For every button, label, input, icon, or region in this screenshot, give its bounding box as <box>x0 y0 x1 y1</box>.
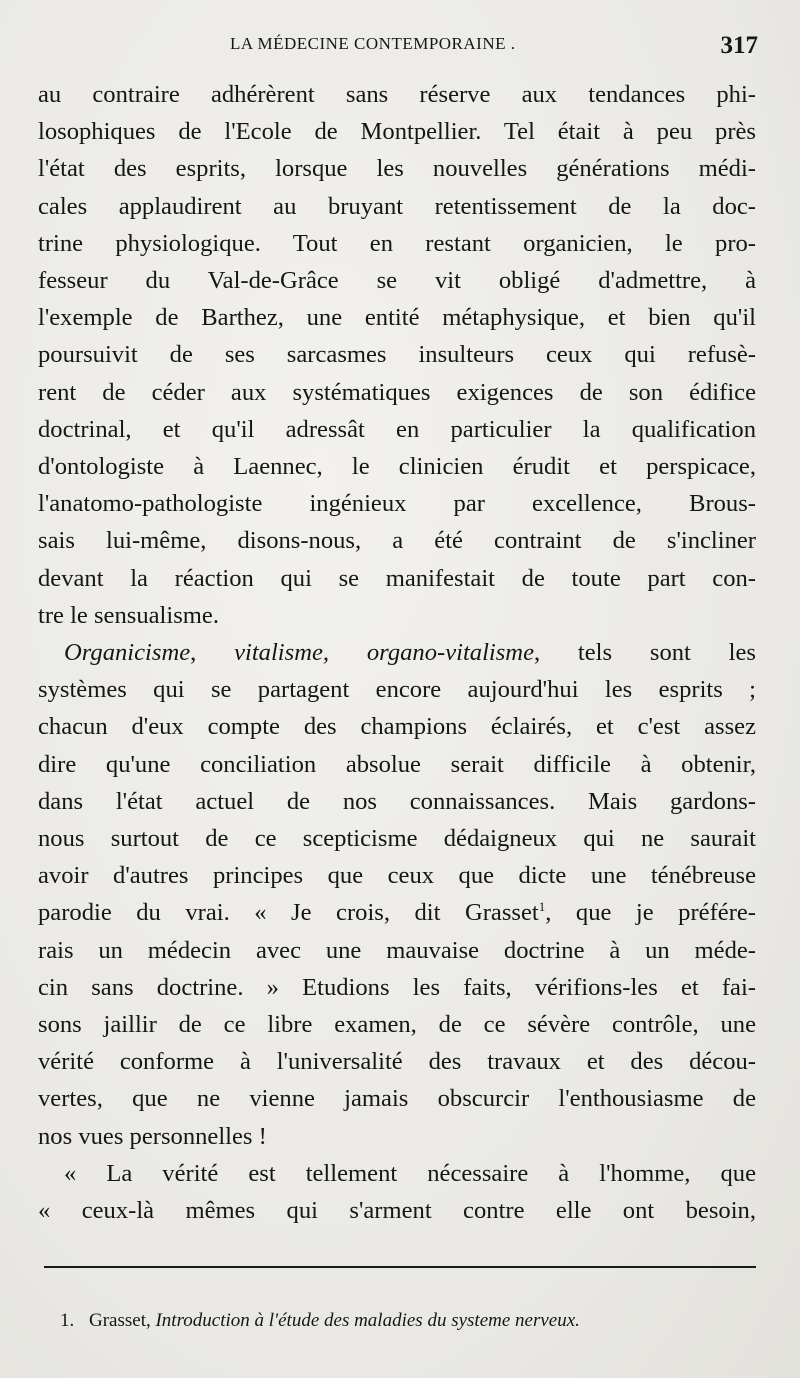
text-line: devant la réaction qui se manifestait de toute part con- <box>38 564 756 592</box>
text-line: rais un médecin avec une mauvaise doctrine à un méde- <box>38 936 756 964</box>
text-line: rent de céder aux systématiques exigences de son édifice <box>38 378 756 406</box>
paragraph-1 <box>38 76 756 634</box>
footnote <box>60 1310 750 1332</box>
term-organicisme: Organicisme <box>64 639 191 667</box>
footnote-divider <box>44 1266 756 1268</box>
text-line: vérité conforme à l'universalité des travaux et des décou- <box>38 1048 756 1076</box>
text-line: doctrinal, et qu'il adressât en particulier la qualification <box>38 415 756 443</box>
footnote-author: Grasset, <box>89 1310 151 1331</box>
text-line: cin sans doctrine. » Etudions les faits, vérifions-les et fai- <box>38 973 756 1001</box>
text-fragment: , que je préfére- <box>545 899 756 927</box>
paragraph-3 <box>38 1155 756 1229</box>
page-header <box>40 32 768 72</box>
text-line: tre le sensualisme. <box>38 601 219 629</box>
text-line: chacun d'eux compte des champions éclairés, et c'est assez <box>38 713 756 741</box>
running-head: LA MÉDECINE CONTEMPORAINE . <box>230 34 516 53</box>
paragraph-2 <box>38 634 756 1155</box>
term-vitalisme: vitalisme, <box>234 639 330 667</box>
page-number: 317 <box>720 32 758 59</box>
text-line: « La vérité est tellement nécessaire à l'homme, que <box>64 1159 756 1187</box>
text-line: vertes, que ne vienne jamais obscurcir l'enthousiasme de <box>38 1085 756 1113</box>
text-line <box>38 634 756 671</box>
text-line: nous surtout de ce scepticisme dédaigneux qui ne saurait <box>38 825 756 853</box>
text-line: trine physiologique. Tout en restant organicien, le pro- <box>38 229 756 257</box>
text-line: « ceux-là mêmes qui s'arment contre elle ont besoin, <box>38 1197 756 1225</box>
footnote-mark: 1. <box>60 1310 75 1331</box>
text-line: dans l'état actuel de nos connaissances. Mais gardons- <box>38 787 756 815</box>
footnote-title: Introduction à l'étude des maladies du systeme nerveux. <box>155 1310 580 1331</box>
text-line: l'état des esprits, lorsque les nouvelles générations médi- <box>38 155 756 183</box>
text-line: systèmes qui se partagent encore aujourd'hui les esprits ; <box>38 676 756 704</box>
term-organo-vitalisme: organo-vitalisme <box>366 639 534 667</box>
text-fragment: parodie du vrai. « Je crois, dit Grasset <box>38 899 539 927</box>
text-line <box>38 894 756 931</box>
text-line: poursuivit de ses sarcasmes insulteurs ceux qui refusè- <box>38 341 756 369</box>
footnote-reference[interactable]: 1 <box>538 899 546 915</box>
text-line: l'anatomo-pathologiste ingénieux par excellence, Brous- <box>38 490 756 518</box>
body-text <box>38 76 756 1229</box>
text-line: losophiques de l'Ecole de Montpellier. Tel était à peu près <box>38 118 756 146</box>
text-fragment: , tels sont les <box>533 639 756 667</box>
text-line: au contraire adhérèrent sans réserve aux tendances phi- <box>38 81 756 108</box>
separator <box>329 639 367 666</box>
text-line: nos vues personnelles ! <box>38 1122 267 1150</box>
text-line: avoir d'autres principes que ceux que dicte une ténébreuse <box>38 862 756 890</box>
text-line: sais lui-même, disons-nous, a été contraint de s'incliner <box>38 527 756 555</box>
separator: , <box>190 639 235 667</box>
text-line: sons jaillir de ce libre examen, de ce sévère contrôle, une <box>38 1011 756 1039</box>
text-line: fesseur du Val-de-Grâce se vit obligé d'admettre, à <box>38 267 756 295</box>
text-line: d'ontologiste à Laennec, le clinicien érudit et perspicace, <box>38 453 756 481</box>
text-line: l'exemple de Barthez, une entité métaphysique, et bien qu'il <box>38 304 756 332</box>
text-line: cales applaudirent au bruyant retentissement de la doc- <box>38 192 756 220</box>
text-line: dire qu'une conciliation absolue serait difficile à obtenir, <box>38 750 756 778</box>
